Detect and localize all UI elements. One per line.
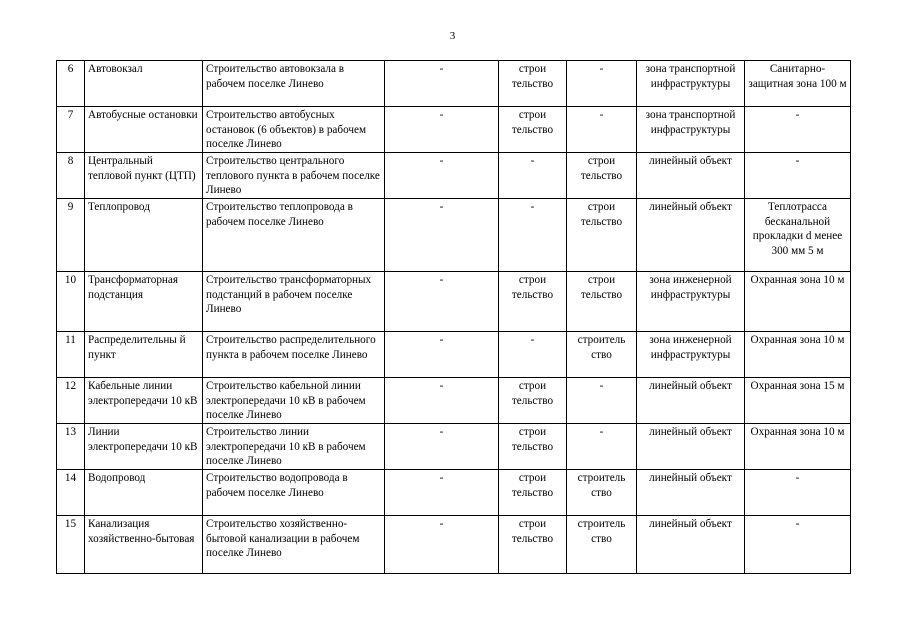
stage-column-3: - (567, 424, 637, 470)
table-row (57, 424, 851, 470)
object-description: Строительство автобусных остановок (6 объектов) в рабочем поселке Линево (203, 107, 385, 153)
zone-type: зона транспортной инфраструктуры (637, 107, 745, 153)
zone-type: линейный объект (637, 470, 745, 516)
object-name: Линии электропередачи 10 кВ (85, 424, 203, 470)
zone-note: - (745, 516, 851, 574)
stage-column-3: строи тельство (567, 153, 637, 199)
row-number: 10 (57, 272, 85, 332)
stage-column-2: - (499, 332, 567, 378)
zone-note: Охранная зона 10 м (745, 332, 851, 378)
object-name: Автобусные остановки (85, 107, 203, 153)
stage-column-2: строи тельство (499, 470, 567, 516)
row-number: 14 (57, 470, 85, 516)
zone-note: - (745, 470, 851, 516)
object-description: Строительство хозяйственно-бытовой канализации в рабочем поселке Линево (203, 516, 385, 574)
object-name: Трансформаторная подстанция (85, 272, 203, 332)
object-description: Строительство распределительного пункта в рабочем поселке Линево (203, 332, 385, 378)
object-description: Строительство трансформаторных подстанций в рабочем поселке Линево (203, 272, 385, 332)
stage-column-3: строитель ство (567, 516, 637, 574)
stage-column-2: строи тельство (499, 272, 567, 332)
stage-column-2: строи тельство (499, 378, 567, 424)
zone-note: Охранная зона 10 м (745, 272, 851, 332)
object-name: Теплопровод (85, 199, 203, 272)
zone-note: - (745, 107, 851, 153)
stage-column-3: - (567, 107, 637, 153)
row-number: 12 (57, 378, 85, 424)
object-name: Кабельные линии электропередачи 10 кВ (85, 378, 203, 424)
zone-note: - (745, 153, 851, 199)
stage-column-3: строитель ство (567, 332, 637, 378)
zone-type: зона транспортной инфраструктуры (637, 61, 745, 107)
table-row (57, 199, 851, 272)
zone-type: линейный объект (637, 424, 745, 470)
stage-column-3: - (567, 378, 637, 424)
table-row (57, 107, 851, 153)
stage-column-1: - (385, 107, 499, 153)
stage-column-3: строитель ство (567, 470, 637, 516)
stage-column-1: - (385, 516, 499, 574)
object-name: Канализация хозяйственно-бытовая (85, 516, 203, 574)
stage-column-1: - (385, 61, 499, 107)
zone-type: зона инженерной инфраструктуры (637, 332, 745, 378)
stage-column-3: строи тельство (567, 199, 637, 272)
stage-column-1: - (385, 332, 499, 378)
table-row (57, 378, 851, 424)
object-name: Распределительны й пункт (85, 332, 203, 378)
stage-column-2: строи тельство (499, 424, 567, 470)
zone-note: Охранная зона 15 м (745, 378, 851, 424)
row-number: 7 (57, 107, 85, 153)
row-number: 8 (57, 153, 85, 199)
object-description: Строительство кабельной линии электропередачи 10 кВ в рабочем поселке Линево (203, 378, 385, 424)
zone-note: Охранная зона 10 м (745, 424, 851, 470)
stage-column-1: - (385, 199, 499, 272)
object-description: Строительство центрального теплового пункта в рабочем поселке Линево (203, 153, 385, 199)
row-number: 13 (57, 424, 85, 470)
stage-column-1: - (385, 470, 499, 516)
object-name: Водопровод (85, 470, 203, 516)
object-description: Строительство теплопровода в рабочем поселке Линево (203, 199, 385, 272)
object-description: Строительство линии электропередачи 10 кВ в рабочем поселке Линево (203, 424, 385, 470)
stage-column-2: - (499, 153, 567, 199)
table-row (57, 332, 851, 378)
stage-column-2: строи тельство (499, 516, 567, 574)
object-description: Строительство автовокзала в рабочем поселке Линево (203, 61, 385, 107)
object-name: Центральный тепловой пункт (ЦТП) (85, 153, 203, 199)
stage-column-3: - (567, 61, 637, 107)
objects-table (56, 60, 851, 574)
object-description: Строительство водопровода в рабочем поселке Линево (203, 470, 385, 516)
stage-column-1: - (385, 424, 499, 470)
stage-column-1: - (385, 378, 499, 424)
zone-type: линейный объект (637, 199, 745, 272)
page-number: 3 (449, 30, 456, 42)
table-row (57, 153, 851, 199)
row-number: 9 (57, 199, 85, 272)
zone-type: линейный объект (637, 153, 745, 199)
stage-column-2: - (499, 199, 567, 272)
row-number: 11 (57, 332, 85, 378)
stage-column-2: строи тельство (499, 107, 567, 153)
table-row (57, 516, 851, 574)
table-row (57, 61, 851, 107)
table-row (57, 272, 851, 332)
object-name: Автовокзал (85, 61, 203, 107)
stage-column-1: - (385, 153, 499, 199)
row-number: 6 (57, 61, 85, 107)
table-row (57, 470, 851, 516)
zone-type: линейный объект (637, 516, 745, 574)
zone-type: линейный объект (637, 378, 745, 424)
row-number: 15 (57, 516, 85, 574)
stage-column-2: строи тельство (499, 61, 567, 107)
zone-note: Санитарно-защитная зона 100 м (745, 61, 851, 107)
zone-note: Теплотрасса бесканальной прокладки d менее 300 мм 5 м (745, 199, 851, 272)
stage-column-1: - (385, 272, 499, 332)
stage-column-3: строи тельство (567, 272, 637, 332)
zone-type: зона инженерной инфраструктуры (637, 272, 745, 332)
